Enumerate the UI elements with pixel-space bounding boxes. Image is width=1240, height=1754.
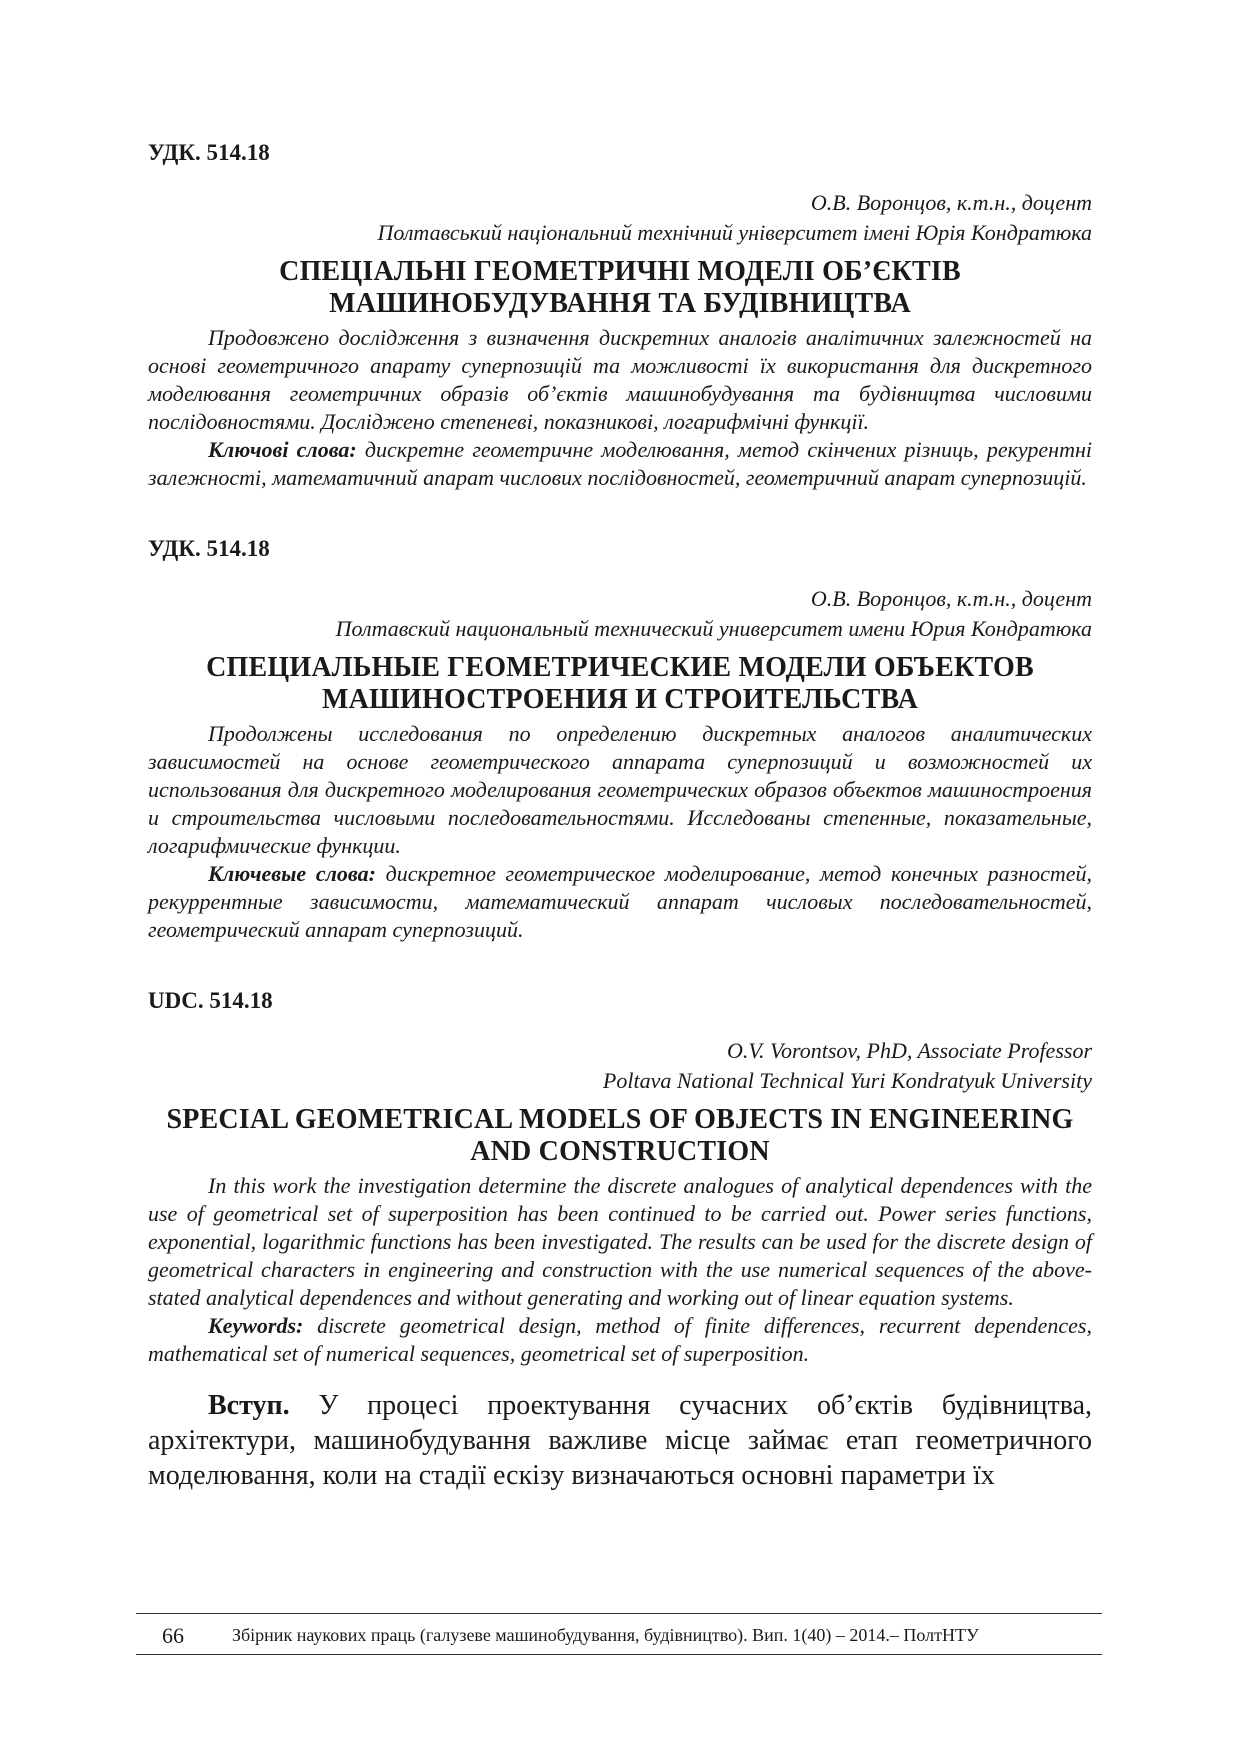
title-line-1: СПЕЦИАЛЬНЫЕ ГЕОМЕТРИЧЕСКИЕ МОДЕЛИ ОБЪЕКТОВ	[206, 652, 1034, 683]
keywords-label: Ключові слова:	[208, 437, 357, 462]
title-line-2: МАШИНОБУДУВАННЯ ТА БУДІВНИЦТВА	[329, 288, 911, 319]
abstract-text: Продолжены исследования по определению дискретных аналогов аналитических зависимостей на основе геометрического аппарата суперпозиций и возможностей их использования для дискретного моделирования геометрических образов объектов машиностроения и строительства числовыми последовательностями. Исследованы степенные, показательные, логарифмические функции.	[148, 721, 1092, 858]
keywords-paragraph	[148, 436, 1092, 492]
author-name: О.В. Воронцов, к.т.н., доцент	[810, 190, 1092, 215]
author-name: О.В. Воронцов, к.т.н., доцент	[810, 586, 1092, 611]
keywords-label: Ключевые слова:	[208, 861, 376, 886]
introduction-label: Вступ.	[208, 1390, 290, 1421]
page-number: 66	[162, 1623, 184, 1648]
author-name: O.V. Vorontsov, PhD, Associate Professor	[726, 1038, 1092, 1063]
author-affiliation: Poltava National Technical Yuri Kondratyuk University	[602, 1068, 1092, 1093]
udc-code: UDC. 514.18	[148, 988, 273, 1013]
keywords-label: Keywords:	[208, 1313, 304, 1338]
header-block-ukrainian	[148, 138, 1092, 492]
udc-code: УДК. 514.18	[148, 140, 270, 165]
abstract-text: In this work the investigation determine the discrete analogues of analytical dependences with the use of geometrical set of superposition has been continued to be carried out. Power series functions, exponential, logarithmic functions has been investigated. The results can be used for the discrete design of geometrical characters in engineering and construction with the use numerical sequences of the above-stated analytical dependences and without generating and working out of linear equation systems.	[148, 1173, 1092, 1310]
keywords-paragraph	[148, 860, 1092, 944]
journal-citation: Збірник наукових праць (галузеве машинобудування, будівництво). Вип. 1(40) – 2014.– ПолтНТУ	[232, 1625, 979, 1645]
title-line-2: МАШИНОСТРОЕНИЯ И СТРОИТЕЛЬСТВА	[321, 684, 918, 715]
keywords-text: дискретное геометрическое моделирование, метод конечных разностей, рекуррентные зависимости, математический аппарат числовых последовательностей, геометрический аппарат суперпозиций.	[148, 861, 1093, 942]
article-headers	[148, 138, 1092, 1493]
header-block-russian	[148, 534, 1092, 944]
article-title	[148, 256, 1092, 320]
section-gap	[148, 944, 1092, 986]
title-line-1: СПЕЦІАЛЬНІ ГЕОМЕТРИЧНІ МОДЕЛІ ОБ’ЄКТІВ	[279, 256, 961, 287]
article-title	[148, 1104, 1092, 1168]
keywords-paragraph	[148, 1312, 1092, 1368]
keywords-text: дискретне геометричне моделювання, метод скінчених різниць, рекурентні залежності, математичний апарат числових послідовностей, геометричний апарат суперпозицій.	[148, 437, 1092, 490]
introduction-paragraph	[148, 1388, 1092, 1493]
author-affiliation: Полтавский национальный технический университет имени Юрия Кондратюка	[335, 616, 1092, 641]
author-affiliation: Полтавський національний технічний університет імені Юрія Кондратюка	[377, 220, 1092, 245]
header-block-english	[148, 986, 1092, 1368]
section-gap	[148, 492, 1092, 534]
article-title	[148, 652, 1092, 716]
udc-code: УДК. 514.18	[148, 536, 270, 561]
title-line-2: AND CONSTRUCTION	[470, 1136, 770, 1167]
introduction-text: У процесі проектування сучасних об’єктів будівництва, архітектури, машинобудування важливе місце займає етап геометричного моделювання, коли на стадії ескізу визначаються основні параметри їх	[148, 1390, 1092, 1491]
title-line-1: SPECIAL GEOMETRICAL MODELS OF OBJECTS IN ENGINEERING	[166, 1104, 1074, 1135]
keywords-text: discrete geometrical design, method of finite differences, recurrent dependences, mathematical set of numerical sequences, geometrical set of superposition.	[148, 1313, 1092, 1366]
page-footer	[136, 1613, 1102, 1655]
abstract-text: Продовжено дослідження з визначення дискретних аналогів аналітичних залежностей на основі геометричного апарату суперпозицій та можливості їх використання для дискретного моделювання геометричних образів об’єктів машинобудування та будівництва числовими послідовностями. Досліджено степеневі, показникові, логарифмічні функції.	[148, 325, 1092, 434]
